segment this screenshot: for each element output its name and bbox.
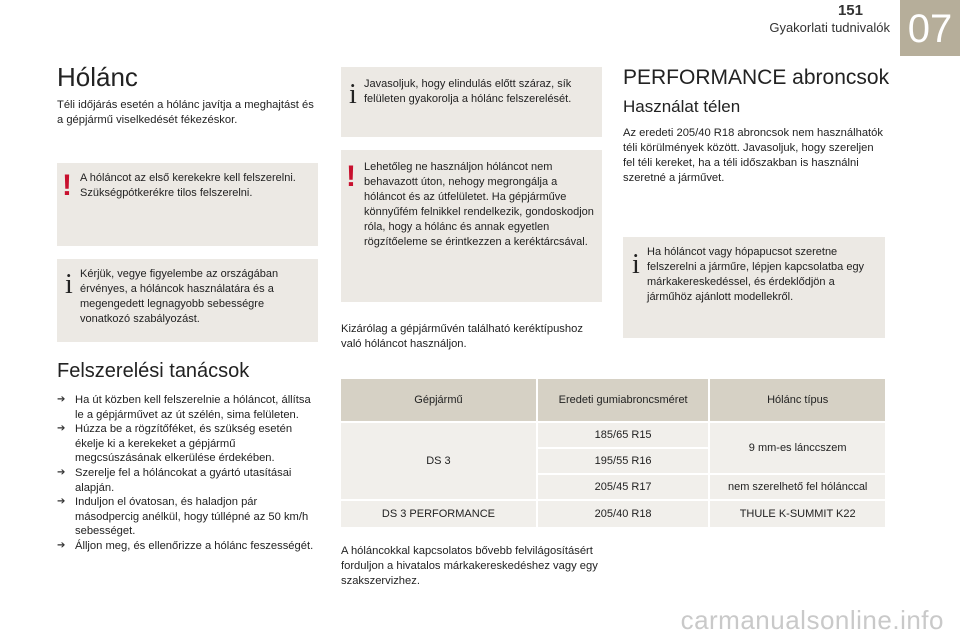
winter-use-subtitle: Használat télen — [623, 97, 741, 116]
info-text: Ha hóláncot vagy hópapucsot szeretne felszerelni a járműre, lépjen kapcsolatba egy márkakereskedéssel, és érdeklődjön a járműhöz ajánlott modellekről. — [647, 246, 865, 303]
snow-chain-table — [339, 377, 887, 529]
performance-tyres-title: PERFORMANCE abroncsok — [623, 66, 890, 89]
warning-box-road-usage — [341, 150, 602, 302]
intro-text: Téli időjárás esetén a hólánc javítja a meghajtást és a gépjármű viselkedését fékezéskor. — [57, 99, 314, 126]
table-row — [341, 423, 885, 447]
watermark: carmanualsonline.info — [680, 605, 944, 635]
table-cell-vehicle: DS 3 PERFORMANCE — [341, 501, 536, 527]
tips-title: Felszerelési tanácsok — [57, 360, 250, 382]
info-i-icon: i — [349, 79, 357, 110]
table-cell-chain: 9 mm-es lánccszem — [710, 423, 885, 473]
list-item: ➔ Szerelje fel a hóláncokat a gyártó utasításai alapján. — [57, 466, 319, 495]
warning-text: A hóláncot az első kerekekre kell felszerelni. Szükségpótkerékre tilos felszerelni. — [80, 172, 296, 199]
info-text: Kérjük, vegye figyelembe az országában érvényes, a hóláncok használatára és a megengedett legnagyobb sebességre vonatkozó szabályozást. — [80, 268, 279, 325]
tips-list — [57, 393, 319, 554]
table-cell-size: 185/65 R15 — [538, 423, 708, 447]
table-header-row — [341, 379, 885, 421]
table-cell-chain: THULE K-SUMMIT K22 — [710, 501, 885, 527]
performance-text: Az eredeti 205/40 R18 abroncsok nem használhatók téli körülmények között. Javasoljuk, hogy szereljen fel téli kereket, ha a téli időszakban is használni szeretné a járművet. — [623, 127, 883, 184]
table-header-cell: Gépjármű — [341, 379, 536, 421]
table-cell-size: 205/40 R18 — [538, 501, 708, 527]
table-cell-chain: nem szerelhető fel hólánccal — [710, 475, 885, 499]
table-header-cell: Eredeti gumiabroncsméret — [538, 379, 708, 421]
wheel-type-text: Kizárólag a gépjárművén található keréktípushoz való hóláncot használjon. — [341, 323, 583, 350]
info-i-icon: i — [65, 269, 73, 300]
list-item: ➔ Ha út közben kell felszerelnie a hóláncot, állítsa le a gépjárművet az út szélén, sima felületen. — [57, 393, 319, 422]
list-item: ➔ Induljon el óvatosan, és haladjon pár másodpercig anélkül, hogy túllépné az 50 km/h sebességet. — [57, 495, 319, 539]
table-cell-size: 205/45 R17 — [538, 475, 708, 499]
table-cell-size: 195/55 R16 — [538, 449, 708, 473]
warning-box-front-wheels — [57, 163, 318, 246]
dealer-info-text: A hóláncokkal kapcsolatos bővebb felvilágosításért forduljon a hivatalos márkakereskedéshez vagy egy szakszervizhez. — [341, 545, 598, 587]
warning-exclamation-icon: ! — [62, 169, 72, 202]
page-number: 151 — [837, 2, 863, 19]
list-item: ➔ Húzza be a rögzítőféket, és szükség esetén ékelje ki a kerekeket a gépjármű megcsúszásának elkerülése érdekében. — [57, 422, 319, 466]
info-box-regulations — [57, 259, 318, 342]
table-row — [341, 501, 885, 527]
list-item: ➔ Álljon meg, és ellenőrizze a hólánc feszességét. — [57, 539, 319, 554]
warning-text: Lehetőleg ne használjon hóláncot nem behavazott úton, nehogy megrongálja a hóláncot és az útfelületet. Ha gépjárműve könnyűfém felnikkel rendelkezik, gondoskodjon róla, hogy a hólánc és annak egyetlen rögzítőeleme se érintkezzen a keréktárcsával. — [364, 161, 594, 248]
warning-exclamation-icon: ! — [346, 160, 356, 193]
chapter-title: Gyakorlati tudnivalók — [769, 20, 890, 35]
section-title-snow-chains: Hólánc — [57, 62, 138, 92]
chapter-tab: 07 — [900, 0, 960, 56]
table-header-cell: Hólánc típus — [710, 379, 885, 421]
info-i-icon: i — [632, 249, 640, 280]
info-box-dealer — [623, 237, 885, 338]
table-cell-vehicle: DS 3 — [341, 423, 536, 499]
info-text: Javasoljuk, hogy elindulás előtt száraz, sík felületen gyakorolja a hólánc felszerelését. — [364, 78, 572, 105]
info-box-practice — [341, 67, 602, 137]
